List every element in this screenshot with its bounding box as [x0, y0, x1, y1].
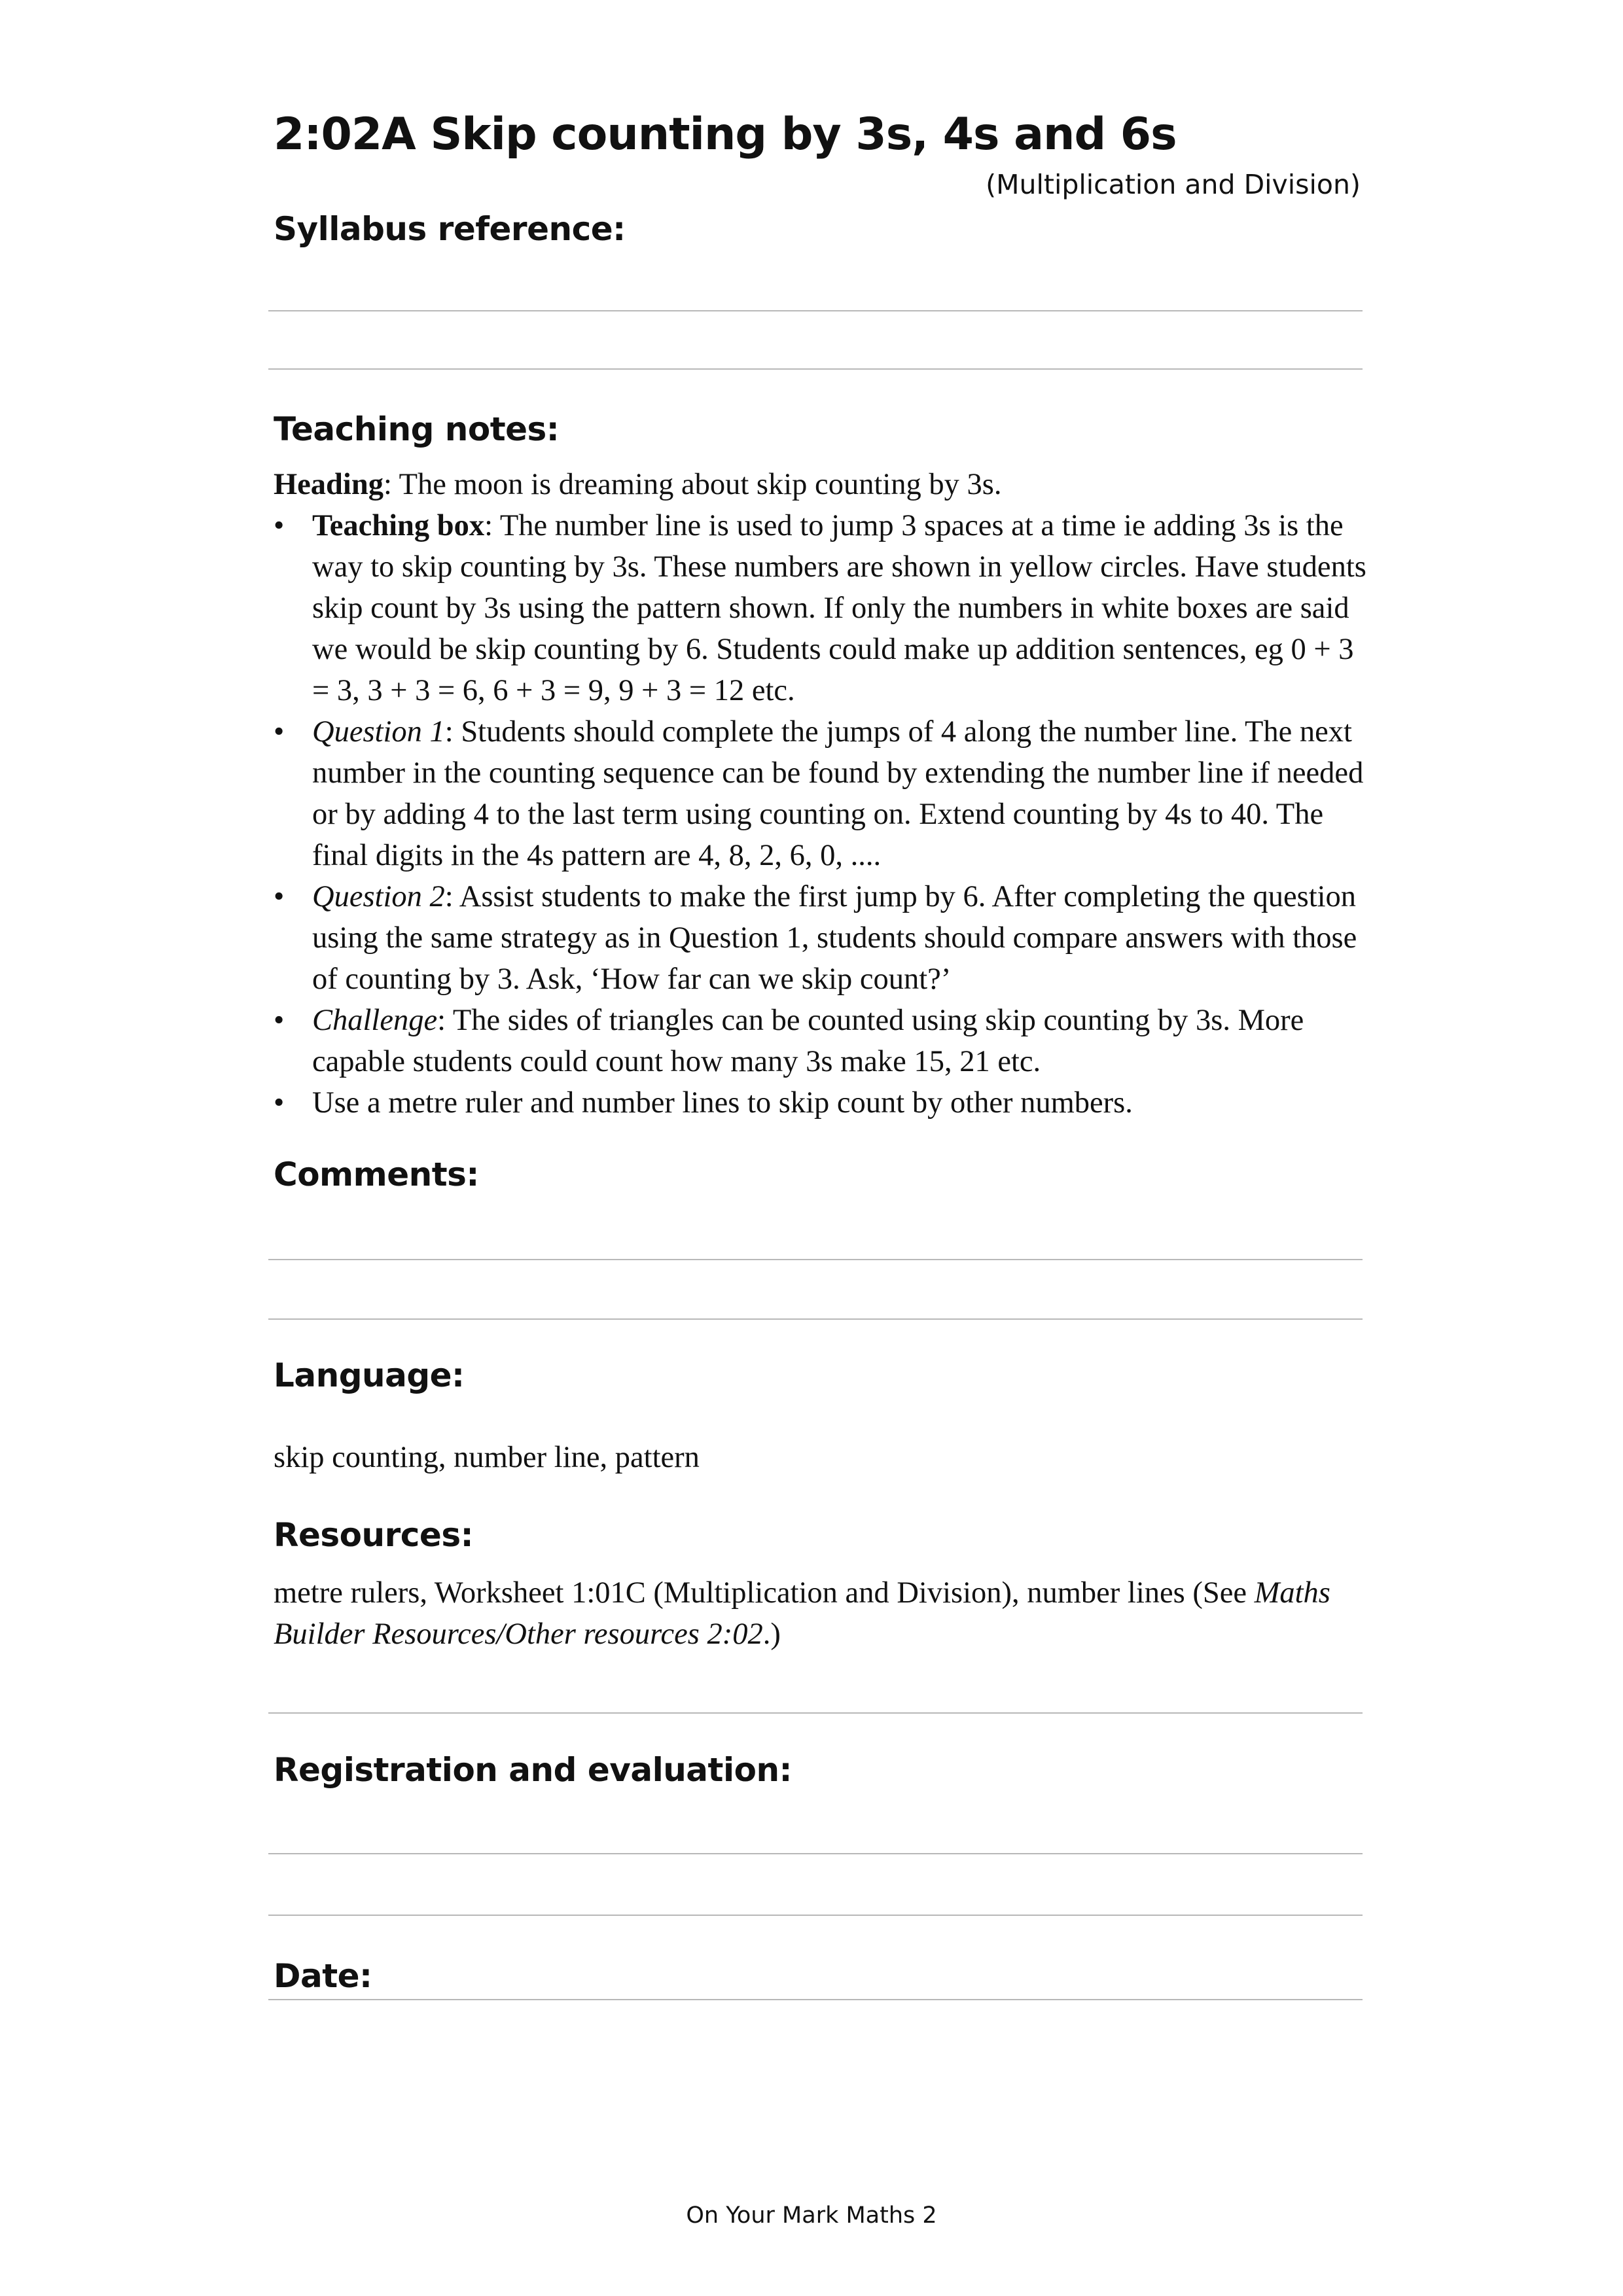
language-text: skip counting, number line, pattern	[274, 1441, 700, 1474]
note-question-1	[274, 711, 1373, 876]
comments-rule-2	[268, 1318, 1363, 1320]
date-heading: Date:	[274, 1957, 372, 1995]
resources-italic: Maths Builder Resources/Other resources 2:02	[274, 1576, 1330, 1651]
teaching-notes-heading: Teaching notes:	[274, 410, 560, 448]
registration-rule-2	[268, 1915, 1363, 1916]
intro-text: : The moon is dreaming about skip counting by 3s.	[383, 468, 1002, 501]
notes-list	[274, 505, 1373, 1123]
note-label: Question 1	[312, 715, 445, 749]
registration-rule-1	[268, 1853, 1363, 1854]
comments-heading: Comments:	[274, 1156, 479, 1193]
intro-label: Heading	[274, 468, 383, 501]
teaching-notes	[274, 464, 1373, 1123]
intro-line	[274, 464, 1373, 505]
language-heading: Language:	[274, 1356, 465, 1394]
note-text: : Students should complete the jumps of 4 along the number line. The next number in the counting sequence can be found by extending the number line if needed or by adding 4 to the last term using counting on. Extend counting by 4s to 40. The final digits in the 4s pattern are 4, 8, 2, 6, 0, ....	[312, 715, 1364, 872]
note-text: : Assist students to make the first jump by 6. After completing the question using the same strategy as in Question 1, students should compare answers with those of counting by 3. Ask, ‘How far can we skip count?’	[312, 880, 1357, 996]
resources-text	[274, 1572, 1373, 1655]
syllabus-heading: Syllabus reference:	[274, 210, 626, 248]
comments-rule-1	[268, 1259, 1363, 1260]
syllabus-rule-1	[268, 310, 1363, 311]
resources-main: metre rulers, Worksheet 1:01C (Multiplication and Division), number lines (See	[274, 1576, 1255, 1610]
note-question-2	[274, 876, 1373, 1000]
note-label: Challenge	[312, 1004, 438, 1037]
resources-heading: Resources:	[274, 1516, 474, 1554]
note-challenge	[274, 1000, 1373, 1082]
note-label: Teaching box	[312, 509, 485, 542]
registration-heading: Registration and evaluation:	[274, 1751, 793, 1789]
page-footer: On Your Mark Maths 2	[686, 2202, 937, 2229]
note-text: : The number line is used to jump 3 spaces at a time ie adding 3s is the way to skip counting by 3s. These numbers are shown in yellow circles. Have students skip count by 3s using the pattern shown. If only the numbers in white boxes are said we would be skip counting by 6. Students could make up addition sentences, eg 0 + 3 = 3, 3 + 3 = 6, 6 + 3 = 9, 9 + 3 = 12 etc.	[312, 509, 1366, 707]
note-text: : The sides of triangles can be counted using skip counting by 3s. More capable students could count how many 3s make 15, 21 etc.	[312, 1004, 1304, 1078]
note-metre-ruler	[274, 1082, 1373, 1123]
resources-end: .)	[762, 1617, 781, 1651]
date-rule	[268, 1999, 1363, 2000]
syllabus-rule-2	[268, 368, 1363, 370]
page-title: 2:02A Skip counting by 3s, 4s and 6s	[274, 109, 1177, 160]
resources-rule	[268, 1712, 1363, 1714]
note-label: Question 2	[312, 880, 445, 913]
note-teaching-box	[274, 505, 1373, 711]
page-subtitle: (Multiplication and Division)	[986, 169, 1361, 200]
note-text: Use a metre ruler and number lines to skip count by other numbers.	[312, 1086, 1133, 1120]
